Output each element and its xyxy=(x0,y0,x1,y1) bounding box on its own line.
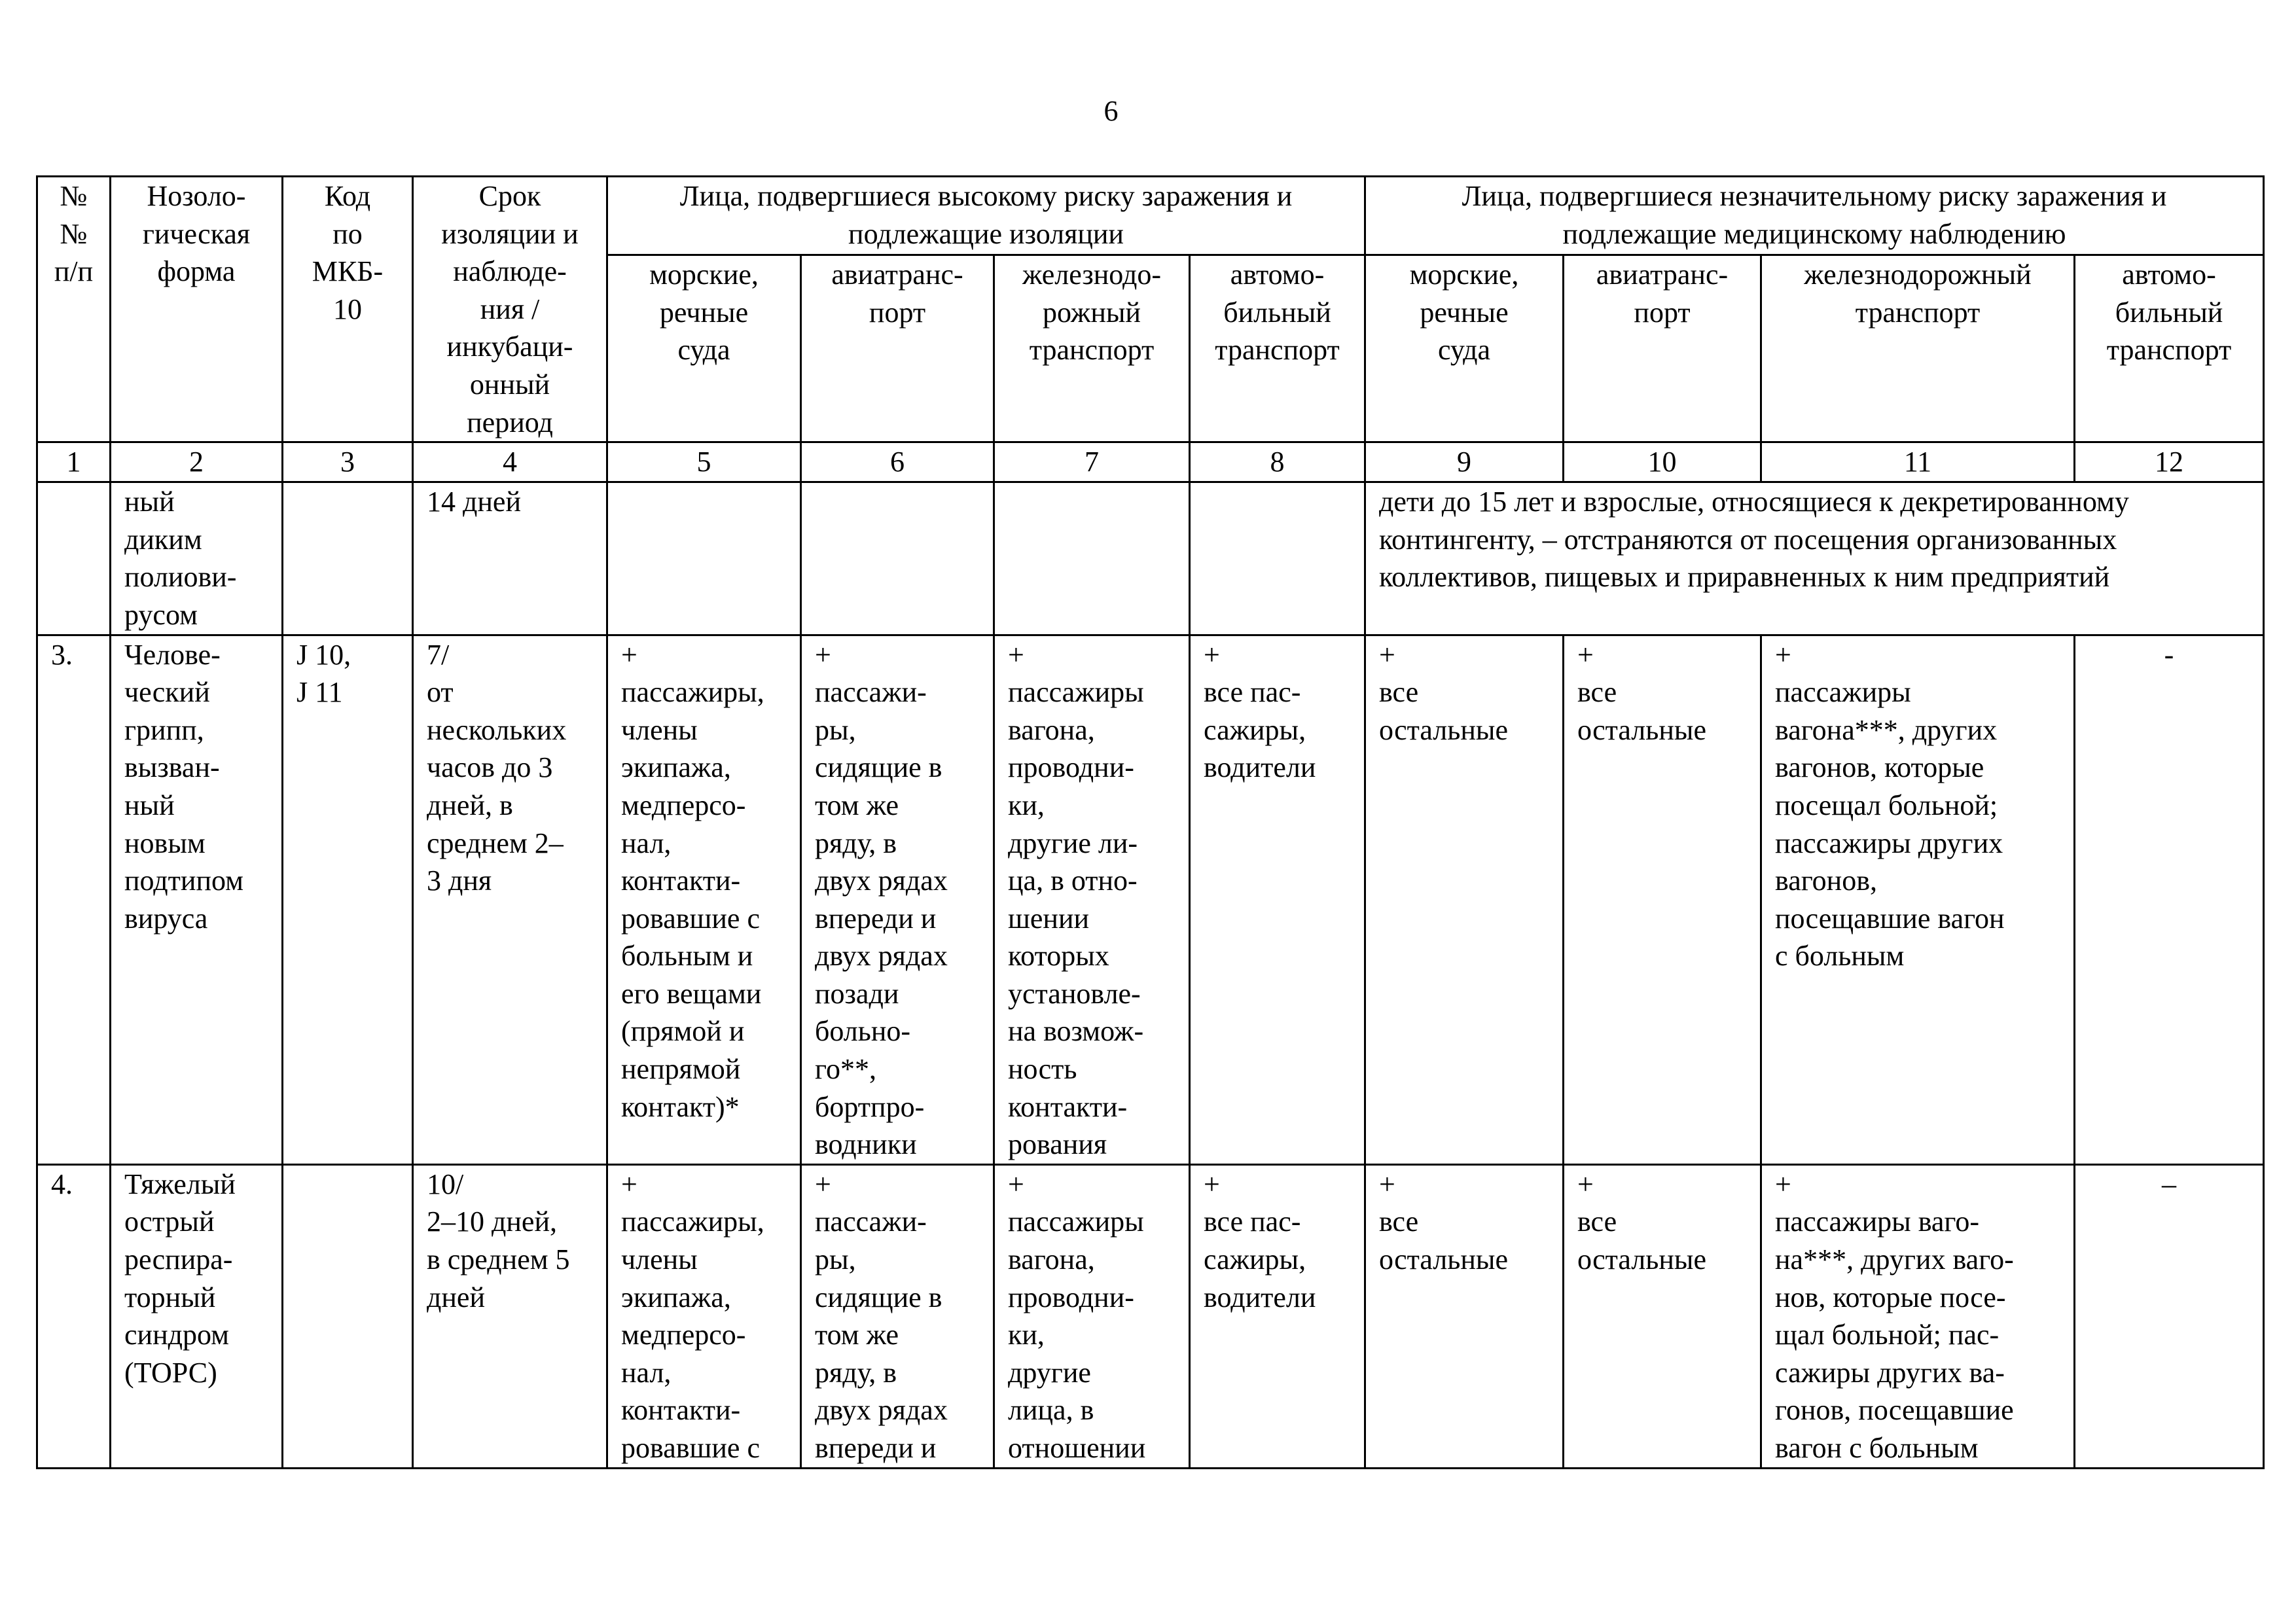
row-high-sea xyxy=(607,482,801,635)
header-high-sea: морские, речные суда xyxy=(607,255,801,442)
row-number: 3. xyxy=(37,635,111,1164)
row-high-air xyxy=(801,482,994,635)
header-col-period: Срок изоляции и наблюде- ния / инкубаци- онный период xyxy=(413,177,607,442)
column-number: 9 xyxy=(1365,442,1564,482)
row-form: ный диким полиови- русом xyxy=(111,482,283,635)
header-group-high-risk: Лица, подвергшиеся высокому риску заражения и подлежащие изоляции xyxy=(607,177,1365,255)
row-low-sea: + все остальные xyxy=(1365,635,1564,1164)
row-high-auto xyxy=(1190,482,1365,635)
column-number: 4 xyxy=(413,442,607,482)
column-number: 5 xyxy=(607,442,801,482)
table-row xyxy=(37,482,2264,635)
row-low-sea: + все остальные xyxy=(1365,1164,1564,1468)
row-period: 10/ 2–10 дней, в среднем 5 дней xyxy=(413,1164,607,1468)
column-number: 12 xyxy=(2075,442,2264,482)
row-low-air: + все остальные xyxy=(1564,1164,1761,1468)
row-code xyxy=(283,482,413,635)
header-low-air: авиатранс- порт xyxy=(1564,255,1761,442)
row-high-sea: + пассажиры, члены экипажа, медперсо- нал, контакти- ровавшие с xyxy=(607,1164,801,1468)
row-low-rail: + пассажиры вагона***, других вагонов, которые посещал больной; пассажиры других вагонов, посещавшие вагон с больным xyxy=(1761,635,2075,1164)
row-high-air: + пассажи- ры, сидящие в том же ряду, в двух рядах впереди и xyxy=(801,1164,994,1468)
row-low-air: + все остальные xyxy=(1564,635,1761,1164)
table-row xyxy=(37,635,2264,1164)
table-row xyxy=(37,1164,2264,1468)
row-high-rail: + пассажиры вагона, проводни- ки, другие лица, в отношении xyxy=(994,1164,1190,1468)
column-number: 3 xyxy=(283,442,413,482)
column-number: 1 xyxy=(37,442,111,482)
column-number: 8 xyxy=(1190,442,1365,482)
header-group-low-risk: Лица, подвергшиеся незначительному риску заражения и подлежащие медицинскому наблюдению xyxy=(1365,177,2264,255)
row-high-air: + пассажи- ры, сидящие в том же ряду, в двух рядах впереди и двух рядах позади больно- го**, бортпро- водники xyxy=(801,635,994,1164)
row-period: 7/ от нескольких часов до 3 дней, в среднем 2– 3 дня xyxy=(413,635,607,1164)
header-col-code: Код по МКБ- 10 xyxy=(283,177,413,442)
row-high-auto: + все пас- сажиры, водители xyxy=(1190,635,1365,1164)
row-high-rail xyxy=(994,482,1190,635)
row-code xyxy=(283,1164,413,1468)
row-period: 14 дней xyxy=(413,482,607,635)
header-high-auto: автомо- бильный транспорт xyxy=(1190,255,1365,442)
row-high-sea: + пассажиры, члены экипажа, медперсо- нал, контакти- ровавшие с больным и его вещами (прямой и непрямой контакт)* xyxy=(607,635,801,1164)
header-col-number: № № п/п xyxy=(37,177,111,442)
column-number: 10 xyxy=(1564,442,1761,482)
row-low-auto: - xyxy=(2075,635,2264,1164)
row-low-rail: + пассажиры ваго- на***, других ваго- нов, которые посе- щал больной; пас- сажиры других ва- гонов, посещавшие вагон с больным xyxy=(1761,1164,2075,1468)
header-low-sea: морские, речные суда xyxy=(1365,255,1564,442)
row-form: Челове- ческий грипп, вызван- ный новым подтипом вируса xyxy=(111,635,283,1164)
header-low-auto: автомо- бильный транспорт xyxy=(2075,255,2264,442)
row-high-rail: + пассажиры вагона, проводни- ки, другие ли- ца, в отно- шении которых установле- на возмож- ность контакти- рования xyxy=(994,635,1190,1164)
quarantine-table xyxy=(36,175,2265,1469)
row-form: Тяжелый острый респира- торный синдром (ТОРС) xyxy=(111,1164,283,1468)
row-number xyxy=(37,482,111,635)
column-number: 7 xyxy=(994,442,1190,482)
header-col-form: Нозоло- гическая форма xyxy=(111,177,283,442)
header-high-rail: железнодо- рожный транспорт xyxy=(994,255,1190,442)
row-high-auto: + все пас- сажиры, водители xyxy=(1190,1164,1365,1468)
column-number: 2 xyxy=(111,442,283,482)
column-number: 6 xyxy=(801,442,994,482)
row-code: J 10, J 11 xyxy=(283,635,413,1164)
column-number: 11 xyxy=(1761,442,2075,482)
row-low-auto: – xyxy=(2075,1164,2264,1468)
header-low-rail: железнодорожный транспорт xyxy=(1761,255,2075,442)
page-number: 6 xyxy=(1103,95,1119,127)
row-number: 4. xyxy=(37,1164,111,1468)
row-low-risk-merged: дети до 15 лет и взрослые, относящиеся к декретированному контингенту, – отстраняются от посещения организованных коллективов, пищевых и приравненных к ним предприятий xyxy=(1365,482,2264,635)
header-high-air: авиатранс- порт xyxy=(801,255,994,442)
